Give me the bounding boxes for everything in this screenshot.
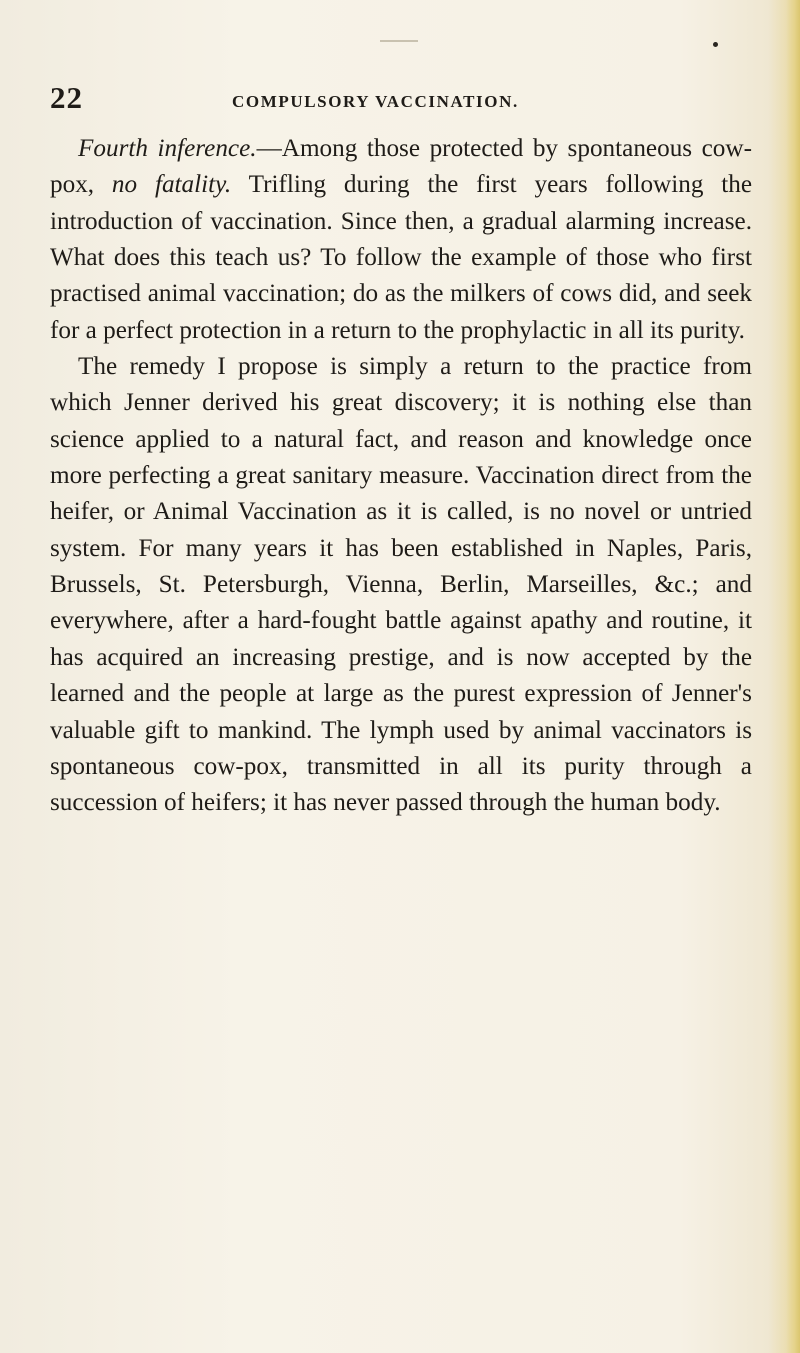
paragraph-fourth-inference xyxy=(50,131,752,349)
page-header xyxy=(50,80,750,120)
paragraph-text: —Among those protected by spontaneous cow-pox, xyxy=(50,135,752,199)
paragraph-lead-italic: Fourth inference. xyxy=(78,135,257,162)
print-mark xyxy=(380,40,418,42)
paragraph-italic-phrase: no fatality. xyxy=(111,171,232,199)
ink-speck xyxy=(713,42,718,47)
page-edge-shadow xyxy=(786,0,800,1353)
paragraph-text: Trifling during the first years following the introduction of vaccination. Since then, a gradual alarming increase. What does this teach us? To follow the example of those who first practised animal vaccination; do as the milkers of cows did, and seek for a perfect protection in a return to the prophylactic in all its purity. xyxy=(50,171,753,344)
page-number: 22 xyxy=(50,80,83,115)
paragraph-remedy: The remedy I propose is simply a return to the practice from which Jenner derived his great discovery; it is nothing else than science applied to a natural fact, and reason and knowledge once more perfecting a great sanitary measure. Vaccination direct from the heifer, or Animal Vaccination as it is called, is no novel or untried system. For many years it has been established in Naples, Paris, Brussels, St. Petersburgh, Vienna, Berlin, Marseilles, &c.; and everywhere, after a hard-fought battle against apathy and routine, it has acquired an increasing prestige, and is now accepted by the learned and the people at large as the purest expression of Jenner's valuable gift to mankind. The lymph used by animal vaccinators is spontaneous cow-pox, transmitted in all its purity through a succession of heifers; it has never passed through the human body. xyxy=(50,353,752,817)
running-head: COMPULSORY VACCINATION. xyxy=(232,92,519,111)
body-text xyxy=(50,131,752,822)
